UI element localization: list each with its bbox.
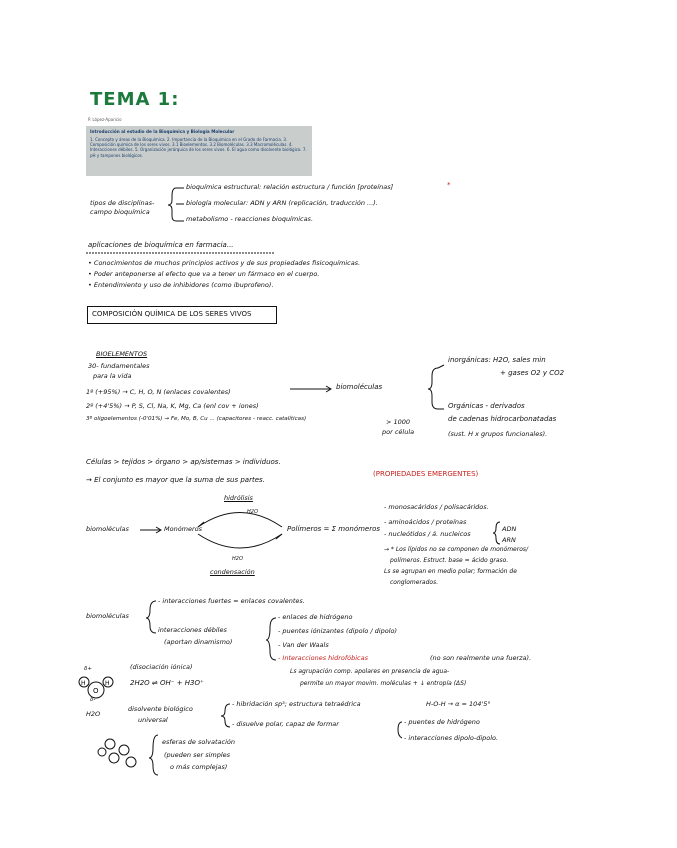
disuelve-label: - disuelve polar, capaz de formar <box>232 720 339 728</box>
organicas-line-1: Orgánicas - derivados <box>448 402 525 410</box>
disolvente-line-1: disolvente biológico <box>128 705 193 713</box>
organicas-line-3: (sust. H x grupos funcionales). <box>448 430 548 438</box>
debiles-item-1: - enlaces de hidrógeno <box>278 613 353 621</box>
disciplina-item-2: biología molecular: ADN y ARN (replicación, traducción ...). <box>186 199 378 207</box>
biomoleculas-node: biomoléculas <box>336 383 383 391</box>
polimeros-list-2: - aminoácidos / proteínas <box>384 518 467 526</box>
star-mark: * <box>447 181 451 189</box>
polimeros-biomoleculas: biomoléculas <box>86 525 129 533</box>
hidrofobicas-label: - Interacciones hidrofóbicas <box>278 654 368 662</box>
aplicaciones-title: aplicaciones de bioquímica en farmacia... <box>88 241 234 249</box>
disciplinas-label-2: campo bioquímica <box>90 208 150 216</box>
hidrofobicas-note: (no son realmente una fuerza). <box>430 654 532 662</box>
mas1000-line-1: > 1000 <box>386 418 411 426</box>
inorganicas-line-1: inorgánicas: H2O, sales min <box>448 356 546 364</box>
adn-label: ADN <box>502 525 517 533</box>
lipidos-line-1: → * Los lípidos no se componen de monómeros/ <box>384 546 529 553</box>
debiles-item-2: - puentes iónizantes (dipolo / dipolo) <box>278 627 398 635</box>
delta-minus: δ- <box>90 697 96 703</box>
aplicaciones-item-3: • Entendimiento y uso de inhibidores (como ibuprofeno). <box>88 281 274 289</box>
puentes-label: - puentes de hidrógeno <box>404 718 480 726</box>
debiles-item-3: - Van der Waals <box>278 641 329 649</box>
bioelementos-line-4: 2º (+4'5%) → P, S, Cl, Na, K, Mg, Ca (enl cov + iones) <box>86 402 259 410</box>
jerarquia-line-2: → El conjunto es mayor que la suma de sus partes. <box>86 476 265 484</box>
hidrolisis-label: hidrólisis <box>224 494 253 502</box>
emergentes-label: (PROPIEDADES EMERGENTES) <box>373 470 479 478</box>
agrupacion-line-1: Ls agrupación comp. apolares en presencia de agua- <box>290 668 450 675</box>
bioelementos-line-1: 30- fundamentales <box>88 362 150 370</box>
polimeros-list-3: - nucleótidos / á. nucleicos <box>384 530 471 538</box>
interacciones-debiles-1: interacciones débiles <box>158 626 227 634</box>
delta-plus: δ+ <box>84 666 92 672</box>
composicion-title: COMPOSICIÓN QUÍMICA DE LOS SERES VIVOS <box>87 306 277 324</box>
hibridacion-label: - hibridación sp³; estructura tetraédrica <box>232 700 361 708</box>
lipidos-line-2: polímeros. Estruct. base = ácido graso. <box>390 557 509 564</box>
dipolo-label: - interacciones dipolo-dipolo. <box>404 734 499 742</box>
interacciones-debiles-2: (aportan dinamismo) <box>164 638 233 646</box>
arn-label: ARN <box>502 536 516 544</box>
organicas-line-2: de cadenas hidrocarbonatadas <box>448 415 557 423</box>
svg-text:H: H <box>105 680 110 687</box>
disciplina-item-1: bioquímica estructural: relación estructura / función [proteínas] <box>186 183 394 191</box>
lipidos-line-4: conglomerados. <box>390 579 439 586</box>
esferas-line-1: esferas de solvatación <box>162 738 235 746</box>
esferas-line-3: o más complejas) <box>170 763 228 771</box>
lipidos-line-3: Ls se agrupan en medio polar; formación de <box>384 568 517 575</box>
h2o-bottom: H2O <box>232 556 243 562</box>
disciplinas-label-1: tipos de disciplinas- <box>90 199 155 207</box>
bioelementos-line-5: 3º oligoelementos (-0'01%) → Fe, Mo, B, Cu ... (capacitores - reacc. catalíticas) <box>86 416 307 422</box>
polimeros-label: Polímeros = Σ monómeros <box>287 525 381 533</box>
bioelementos-title: BIOELEMENTOS <box>96 350 148 358</box>
jerarquia-line-1: Células > tejidos > órgano > ap/sistemas > individuos. <box>86 458 281 466</box>
oxygen-atom-label: O <box>93 687 99 695</box>
disciplina-item-3: metabolismo - reacciones bioquímicas. <box>186 215 314 223</box>
angulo-label: H-O-H → α = 104'5° <box>426 700 491 708</box>
disolvente-line-2: universal <box>138 716 168 724</box>
page-title: TEMA 1: <box>90 89 180 110</box>
mas1000-line-2: por célula <box>382 428 415 436</box>
h2o-top: H2O <box>247 509 258 515</box>
bioelementos-line-3: 1º (+95%) → C, H, O, N (enlaces covalentes) <box>86 388 231 396</box>
svg-text:H: H <box>81 680 86 687</box>
interacciones-biomoleculas: biomoléculas <box>86 612 129 620</box>
reaccion-agua: 2H2O ⇌ OH⁻ + H3O⁺ <box>130 679 204 687</box>
h2o-label: H2O <box>86 710 101 718</box>
author-name: P. López-Aparicio <box>88 117 122 122</box>
bioelementos-line-2: para la vida <box>93 372 132 380</box>
interacciones-fuertes: - interacciones fuertes = enlaces covalentes. <box>158 597 305 605</box>
condensacion-label: condensación <box>210 568 255 576</box>
aplicaciones-item-1: • Conocimientos de muchos principios activos y de sus propiedades fisicoquímicas. <box>88 259 361 267</box>
monomeros-label: Monómeros <box>164 525 203 533</box>
agrupacion-line-2: permite un mayor movim. moléculas + ↓ entropía (ΔS) <box>300 680 467 687</box>
syllabus-title: Introducción al estudio de la Bioquímica y Biología Molecular <box>90 129 235 134</box>
polimeros-list-1: - monosacáridos / polisacáridos. <box>384 503 489 511</box>
disociacion-label: (disociación iónica) <box>130 663 193 671</box>
syllabus-body: 1. Concepto y áreas de la Bioquímica. 2. Importancia de la Bioquímica en el Grado de Farmacia. 3. Composición química de los seres vivos. 3.1 Bioelementos. 3.2 Biomoléculas. 3.3 Macromoléculas. 4. Interacciones débiles. 5. Organización jerárquica de los seres vivos. 6. El agua como disolvente biológico. 7. pH y tampones biológicos. <box>90 137 307 158</box>
inorganicas-line-2: + gases O2 y CO2 <box>500 369 565 377</box>
aplicaciones-item-2: • Poder anteponerse al efecto que va a tener un fármaco en el cuerpo. <box>88 270 320 278</box>
esferas-line-2: (pueden ser simples <box>164 751 231 759</box>
